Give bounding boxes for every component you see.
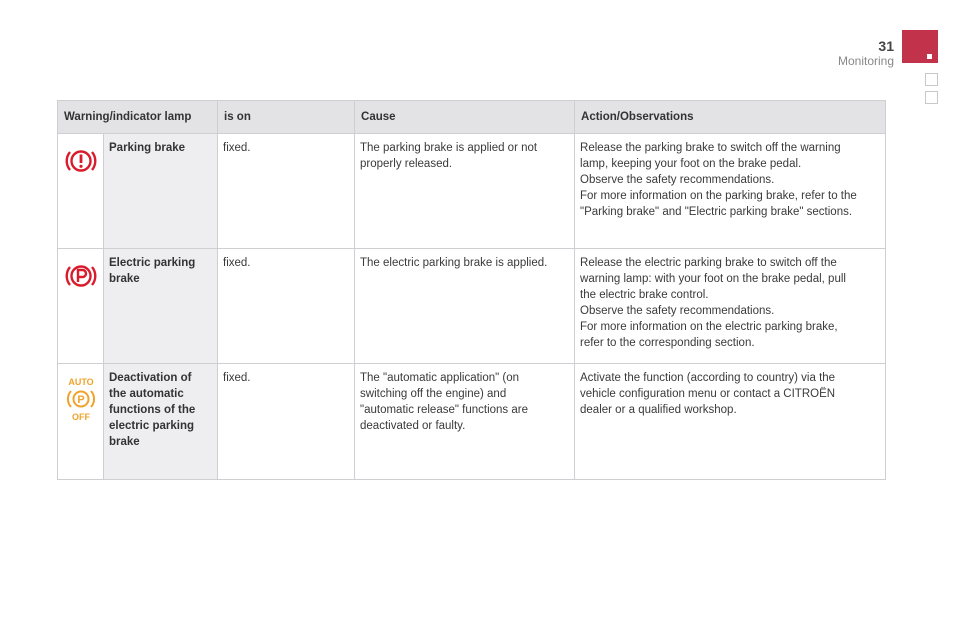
table-row <box>58 364 886 480</box>
section-tab-empty-2[interactable] <box>925 91 938 104</box>
page-number: 31 <box>878 38 894 54</box>
icon-cell <box>58 134 104 249</box>
auto-p-off-icon <box>64 376 98 422</box>
header-action: Action/Observations <box>575 101 886 134</box>
icon-text-auto: AUTO <box>67 377 94 387</box>
lamp-name: Electric parking brake <box>104 249 218 364</box>
is-on-value: fixed. <box>218 364 355 480</box>
cause-text: The "automatic application" (on switching off the engine) and "automatic release" functions are deactivated or faulty. <box>355 364 575 480</box>
header-lamp: Warning/indicator lamp <box>58 101 218 134</box>
section-title: Monitoring <box>837 54 894 68</box>
section-tab-empty-1[interactable] <box>925 73 938 86</box>
tab-dot <box>927 54 932 59</box>
parking-brake-warning-icon <box>64 146 98 176</box>
icon-cell <box>58 249 104 364</box>
header-is-on: is on <box>218 101 355 134</box>
is-on-value: fixed. <box>218 249 355 364</box>
is-on-value: fixed. <box>218 134 355 249</box>
header-cause: Cause <box>355 101 575 134</box>
lamp-name: Parking brake <box>104 134 218 249</box>
cause-text: The parking brake is applied or not properly released. <box>355 134 575 249</box>
warning-lamp-table <box>57 100 886 480</box>
action-text: Release the electric parking brake to switch off the warning lamp: with your foot on the brake pedal, pull the electric brake control. Observe the safety recommendations. For more information on the electric parking brake, refer to the corresponding section. <box>575 249 886 364</box>
icon-text-off: OFF <box>71 412 90 422</box>
section-tab-active[interactable] <box>902 30 938 63</box>
page-header <box>838 38 894 68</box>
lamp-name: Deactivation of the automatic functions of the electric parking brake <box>104 364 218 480</box>
cause-text: The electric parking brake is applied. <box>355 249 575 364</box>
action-text: Activate the function (according to country) via the vehicle configuration menu or contact a CITROËN dealer or a qualified workshop. <box>575 364 886 480</box>
electric-parking-brake-icon <box>64 261 98 291</box>
action-text: Release the parking brake to switch off the warning lamp, keeping your foot on the brake pedal. Observe the safety recommendations. For more information on the parking brake, refer to the "Parking brake" and "Electric parking brake" sections. <box>575 134 886 249</box>
table-row <box>58 249 886 364</box>
table-row <box>58 134 886 249</box>
icon-cell <box>58 364 104 480</box>
icon-text-p: P <box>76 394 85 406</box>
table-header-row <box>58 101 886 134</box>
